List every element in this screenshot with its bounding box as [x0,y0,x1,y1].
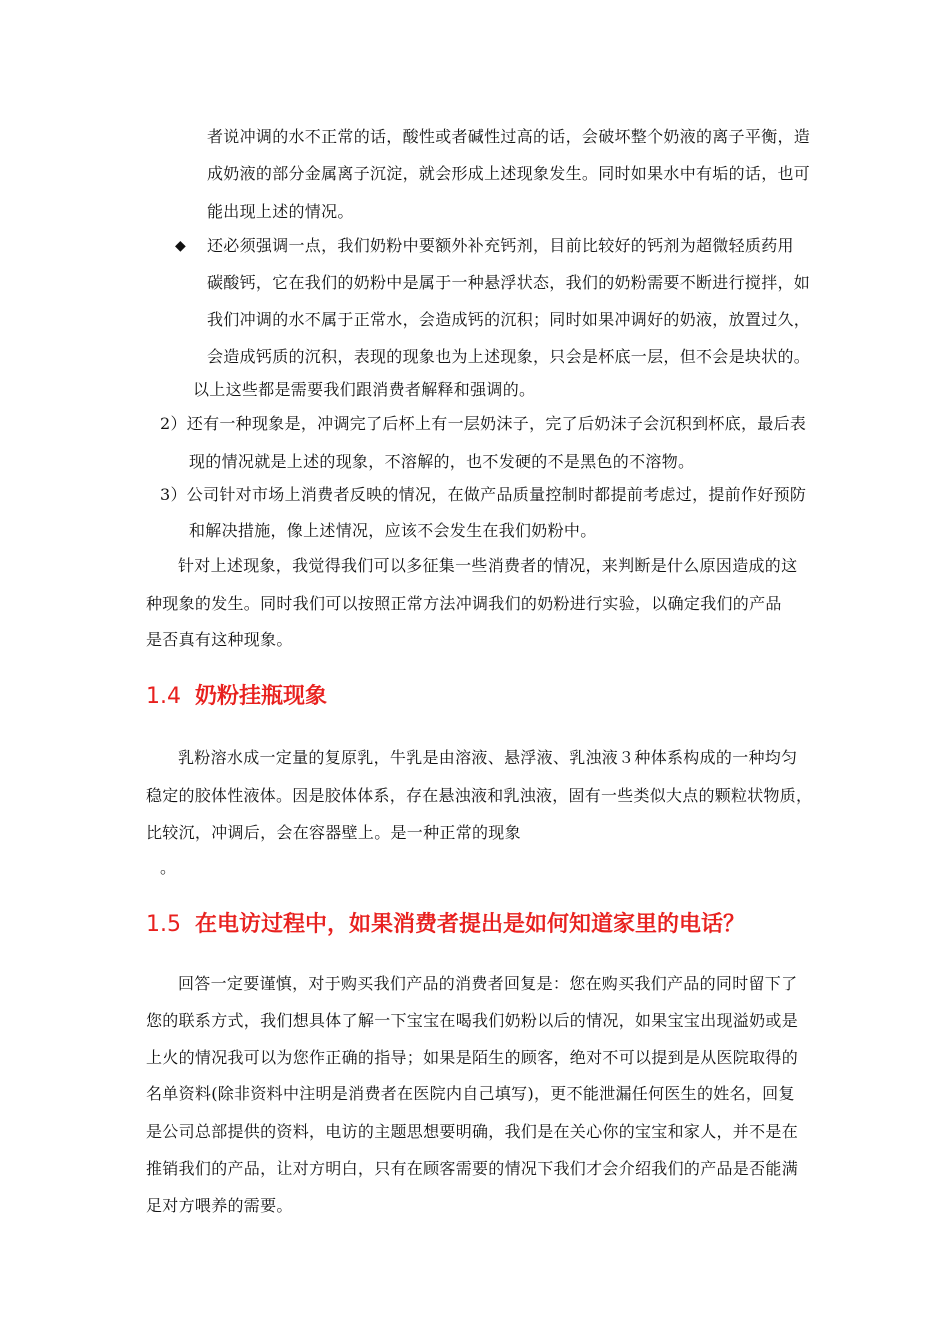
list-item-3-line: 3）公司针对市场上消费者反映的情况，在做产品质量控制时都提前考虑过，提前作好预防 [160,485,807,504]
list-item-3-line: 和解决措施，像上述情况，应该不会发生在我们奶粉中。 [189,521,597,540]
list-item-2-line: 现的情况就是上述的现象，不溶解的，也不发硬的不是黑色的不溶物。 [189,452,695,471]
section-1-5-line: 名单资料(除非资料中注明是消费者在医院内自己填写)，更不能泄漏任何医生的姓名，回复 [146,1084,795,1103]
section-number: 1.5 [146,912,181,937]
conclusion-line: 是否真有这种现象。 [146,630,293,649]
bullet-line: 会造成钙质的沉积，表现的现象也为上述现象，只会是杯底一层，但不会是块状的。 [207,347,811,366]
section-1-5-line: 上火的情况我可以为您作正确的指导；如果是陌生的顾客，绝对不可以提到是从医院取得的 [146,1048,799,1067]
diamond-bullet-icon: ◆ [175,238,186,254]
section-1-5-line: 足对方喂养的需要。 [146,1196,293,1215]
section-1-4-line: 稳定的胶体性液体。因是胶体体系，存在悬浊液和乳浊液，固有一些类似大点的颗粒状物质， [146,786,813,805]
section-1-4-line: 乳粉溶水成一定量的复原乳，牛乳是由溶液、悬浮液、乳浊液３种体系构成的一种均匀 [178,748,798,767]
conclusion-line: 针对上述现象，我觉得我们可以多征集一些消费者的情况，来判断是什么原因造成的这 [178,556,798,575]
bullet-line: 碳酸钙，它在我们的奶粉中是属于一种悬浮状态，我们的奶粉需要不断进行搅拌，如 [207,273,811,292]
section-1-5-line: 是公司总部提供的资料，电访的主题思想要明确，我们是在关心你的宝宝和家人，并不是在 [146,1122,799,1141]
section-heading-1-4 [146,682,327,712]
list-item-2-line: 2）还有一种现象是，冲调完了后杯上有一层奶沫子，完了后奶沫子会沉积到杯底，最后表 [160,414,807,433]
section-title: 在电访过程中，如果消费者提出是如何知道家里的电话？ [195,912,746,937]
section-1-5-line: 回答一定要谨慎，对于购买我们产品的消费者回复是：您在购买我们产品的同时留下了 [178,974,798,993]
section-number: 1.4 [146,684,181,709]
paragraph-line: 者说冲调的水不正常的话，酸性或者碱性过高的话，会破坏整个奶液的离子平衡，造 [207,127,811,146]
section-1-5-line: 您的联系方式，我们想具体了解一下宝宝在喝我们奶粉以后的情况，如果宝宝出现溢奶或是 [146,1011,799,1030]
section-1-4-line: 。 [160,858,177,877]
section-heading-1-5 [146,910,745,940]
section-title: 奶粉挂瓶现象 [195,684,328,709]
summary-line: 以上这些都是需要我们跟消费者解释和强调的。 [193,380,536,399]
bullet-line: 我们冲调的水不属于正常水，会造成钙的沉积；同时如果冲调好的奶液，放置过久， [207,310,811,329]
paragraph-line: 成奶液的部分金属离子沉淀，就会形成上述现象发生。同时如果水中有垢的话，也可 [207,164,811,183]
bullet-line: 还必须强调一点，我们奶粉中要额外补充钙剂，目前比较好的钙剂为超微轻质药用 [207,236,794,255]
section-1-5-line: 推销我们的产品，让对方明白，只有在顾客需要的情况下我们才会介绍我们的产品是否能满 [146,1159,799,1178]
paragraph-line: 能出现上述的情况。 [207,202,354,221]
conclusion-line: 种现象的发生。同时我们可以按照正常方法冲调我们的奶粉进行实验，以确定我们的产品 [146,594,782,613]
section-1-4-line: 比较沉，冲调后，会在容器壁上。是一种正常的现象 [146,823,521,842]
